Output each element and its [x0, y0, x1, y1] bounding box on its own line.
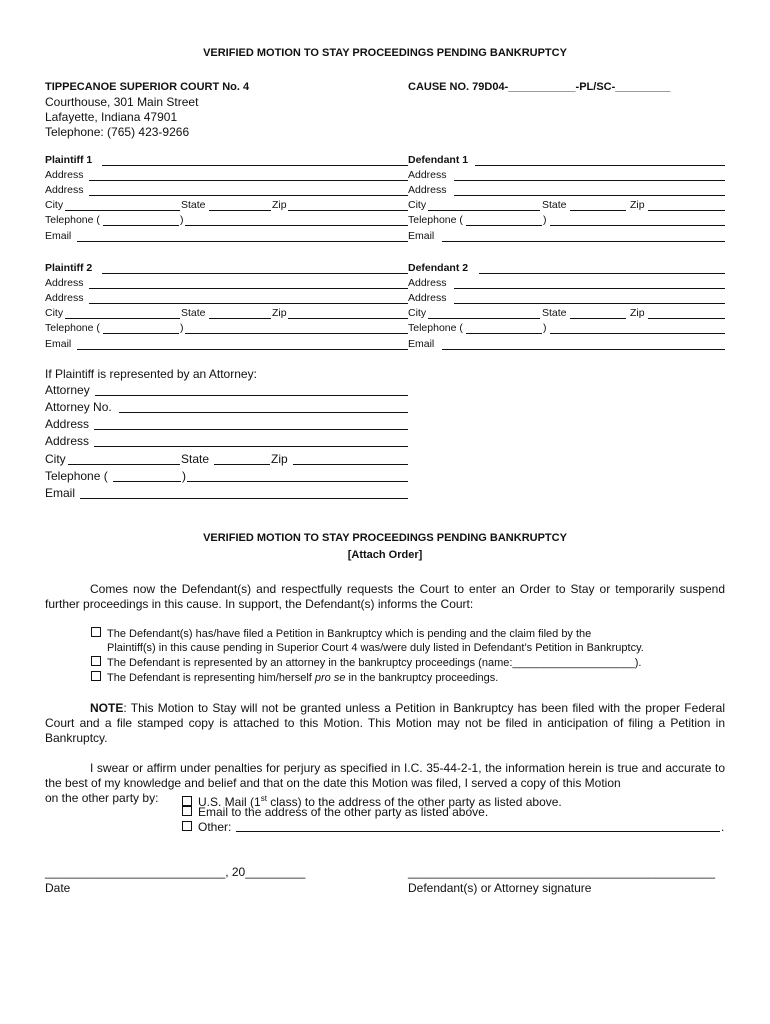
telephone-label: Telephone (	[408, 322, 463, 334]
checkbox-item-represented-by-attorney[interactable]	[91, 656, 641, 670]
defendant2-name-field[interactable]	[479, 273, 725, 274]
defendant1-address1-field[interactable]	[454, 180, 725, 181]
defendant1-label: Defendant 1	[408, 154, 469, 166]
email-label: Email	[45, 230, 72, 242]
zip-label: Zip	[272, 199, 287, 211]
telephone-close-label: )	[180, 214, 184, 226]
attorney-area-code-field[interactable]	[113, 481, 181, 482]
checkbox-icon[interactable]	[182, 806, 192, 816]
court-address-line1: Courthouse, 301 Main Street	[45, 95, 199, 109]
plaintiff1-state-field[interactable]	[209, 210, 271, 211]
state-label: State	[542, 199, 567, 211]
address-label: Address	[45, 169, 84, 181]
attorney-number-field[interactable]	[119, 412, 408, 413]
court-telephone: Telephone: (765) 423-9266	[45, 125, 190, 139]
service-mail-post: class) to the address of the other party as listed above.	[266, 795, 562, 809]
defendant2-telephone-field[interactable]	[550, 333, 725, 334]
note-label: NOTE	[90, 701, 124, 715]
address-label: Address	[408, 169, 447, 181]
defendant1-zip-field[interactable]	[648, 210, 725, 211]
plaintiff2-name-field[interactable]	[102, 273, 408, 274]
attorney-label: Attorney	[45, 383, 90, 397]
city-label: City	[45, 307, 64, 319]
signature-field[interactable]: ______________________________________________	[408, 865, 715, 879]
telephone-close-label: )	[543, 322, 547, 334]
plaintiff2-email-field[interactable]	[77, 349, 408, 350]
swear-paragraph: I swear or affirm under penalties for perjury as specified in I.C. 35-44-2-1, the information herein is true and accurate to the best of my knowledge and belief and that on the date this Motion was filed, I served a copy of this Motion	[45, 761, 725, 790]
attorney-state-field[interactable]	[214, 464, 270, 465]
telephone-label: Telephone (	[408, 214, 463, 226]
plaintiff2-address1-field[interactable]	[89, 288, 408, 289]
checkbox-item-bankruptcy-filed[interactable]	[91, 627, 591, 641]
plaintiff1-address2-field[interactable]	[89, 195, 408, 196]
defendant2-state-field[interactable]	[570, 318, 626, 319]
attorney-telephone-field[interactable]	[187, 481, 408, 482]
zip-label: Zip	[272, 307, 287, 319]
plaintiff1-address1-field[interactable]	[89, 180, 408, 181]
court-address-line2: Lafayette, Indiana 47901	[45, 110, 178, 124]
city-label: City	[408, 307, 427, 319]
service-option-other[interactable]	[182, 820, 231, 835]
checkbox-item-continuation: Plaintiff(s) in this cause pending in Superior Court 4 was/were duly listed in Defendant’s Petition in Bankruptcy.	[107, 642, 644, 654]
court-name: TIPPECANOE SUPERIOR COURT No. 4	[45, 81, 250, 93]
defendant1-state-field[interactable]	[570, 210, 626, 211]
attorney-zip-field[interactable]	[293, 464, 408, 465]
checkbox-label: The Defendant(s) has/have filed a Petition in Bankruptcy which is pending and the claim filed by the	[107, 628, 592, 640]
date-field[interactable]: ___________________________, 20_________	[45, 865, 306, 879]
served-by-label: on the other party by:	[45, 791, 159, 805]
service-other-field[interactable]	[236, 831, 720, 832]
telephone-label: Telephone (	[45, 214, 100, 226]
attorney-address1-field[interactable]	[94, 429, 408, 430]
cause-number-field[interactable]: CAUSE NO. 79D04-___________-PL/SC-_________	[408, 81, 671, 93]
defendant2-zip-field[interactable]	[648, 318, 725, 319]
defendant1-address2-field[interactable]	[454, 195, 725, 196]
email-label: Email	[408, 338, 435, 350]
zip-label: Zip	[271, 452, 288, 466]
page-title: VERIFIED MOTION TO STAY PROCEEDINGS PENDING BANKRUPTCY	[203, 47, 567, 59]
state-label: State	[542, 307, 567, 319]
plaintiff2-address2-field[interactable]	[89, 303, 408, 304]
checkbox-icon[interactable]	[182, 821, 192, 831]
plaintiff1-zip-field[interactable]	[288, 210, 408, 211]
motion-title: VERIFIED MOTION TO STAY PROCEEDINGS PENDING BANKRUPTCY	[203, 532, 567, 544]
attorney-email-field[interactable]	[80, 498, 408, 499]
telephone-close-label: )	[543, 214, 547, 226]
plaintiff1-telephone-field[interactable]	[185, 225, 408, 226]
defendant1-telephone-field[interactable]	[550, 225, 725, 226]
motion-intro: Comes now the Defendant(s) and respectfully requests the Court to enter an Order to Stay or temporarily suspend further proceedings in this cause. In support, the Defendant(s) informs the Court:	[45, 582, 725, 611]
checkbox-label-italic: pro se	[314, 672, 346, 684]
telephone-close-label: )	[180, 322, 184, 334]
defendant2-label: Defendant 2	[408, 262, 469, 274]
plaintiff2-state-field[interactable]	[209, 318, 271, 319]
checkbox-label-pre: The Defendant is representing him/herself	[107, 672, 315, 684]
address-label: Address	[45, 277, 84, 289]
address-label: Address	[408, 292, 447, 304]
email-label: Email	[408, 230, 435, 242]
checkbox-label-post: in the bankruptcy proceedings.	[345, 672, 499, 684]
telephone-label: Telephone (	[45, 469, 108, 483]
city-label: City	[45, 452, 66, 466]
defendant2-address2-field[interactable]	[454, 303, 725, 304]
telephone-label: Telephone (	[45, 322, 100, 334]
defendant2-email-field[interactable]	[442, 349, 725, 350]
plaintiff1-name-field[interactable]	[102, 165, 408, 166]
plaintiff1-label: Plaintiff 1	[45, 154, 93, 166]
defendant1-name-field[interactable]	[475, 165, 725, 166]
zip-label: Zip	[630, 307, 645, 319]
plaintiff2-area-code-field[interactable]	[103, 333, 179, 334]
plaintiff1-email-field[interactable]	[77, 241, 408, 242]
defendant1-city-field[interactable]	[428, 210, 540, 211]
service-mail-sup: st	[260, 794, 267, 803]
address-label: Address	[45, 434, 90, 448]
attorney-name-field[interactable]	[95, 395, 408, 396]
address-label: Address	[45, 417, 90, 431]
city-label: City	[45, 199, 64, 211]
state-label: State	[181, 199, 206, 211]
address-label: Address	[408, 184, 447, 196]
checkbox-icon[interactable]	[91, 671, 101, 681]
defendant1-area-code-field[interactable]	[466, 225, 542, 226]
service-mail-pre: U.S. Mail (1	[198, 795, 261, 809]
plaintiff1-city-field[interactable]	[65, 210, 180, 211]
telephone-close-label: )	[182, 469, 186, 483]
email-label: Email	[45, 338, 72, 350]
attorney-city-field[interactable]	[68, 464, 180, 465]
checkbox-icon[interactable]	[91, 656, 101, 666]
signature-label: Defendant(s) or Attorney signature	[408, 881, 592, 895]
attorney-address2-field[interactable]	[94, 446, 408, 447]
service-email-label: Email to the address of the other party as listed above.	[198, 805, 489, 819]
defendant2-city-field[interactable]	[428, 318, 540, 319]
checkbox-icon[interactable]	[91, 627, 101, 637]
attorney-intro: If Plaintiff is represented by an Attorney:	[45, 367, 257, 381]
email-label: Email	[45, 486, 76, 500]
plaintiff2-city-field[interactable]	[65, 318, 180, 319]
service-option-email[interactable]	[182, 805, 488, 820]
zip-label: Zip	[630, 199, 645, 211]
state-label: State	[181, 452, 210, 466]
note-text: : This Motion to Stay will not be granted unless a Petition in Bankruptcy has been filed with the proper Federal Court and a file stamped copy is attached to this Motion. This Motion may not be filed in anticipation of filing a Petition in Bankruptcy.	[45, 701, 725, 745]
period: .	[721, 820, 725, 834]
note-paragraph	[45, 701, 725, 746]
state-label: State	[181, 307, 206, 319]
plaintiff2-zip-field[interactable]	[288, 318, 408, 319]
checkbox-item-pro-se[interactable]	[91, 671, 498, 685]
address-label: Address	[408, 277, 447, 289]
checkbox-label: The Defendant is represented by an attorney in the bankruptcy proceedings (name:____________________).	[107, 657, 642, 669]
plaintiff2-telephone-field[interactable]	[185, 333, 408, 334]
address-label: Address	[45, 184, 84, 196]
motion-subtitle: [Attach Order]	[347, 549, 423, 561]
defendant2-address1-field[interactable]	[454, 288, 725, 289]
city-label: City	[408, 199, 427, 211]
attorney-number-label: Attorney No.	[45, 400, 112, 414]
plaintiff2-label: Plaintiff 2	[45, 262, 93, 274]
plaintiff1-area-code-field[interactable]	[103, 225, 179, 226]
date-label: Date	[45, 881, 71, 895]
service-other-label: Other:	[198, 820, 232, 834]
defendant1-email-field[interactable]	[442, 241, 725, 242]
address-label: Address	[45, 292, 84, 304]
defendant2-area-code-field[interactable]	[466, 333, 542, 334]
